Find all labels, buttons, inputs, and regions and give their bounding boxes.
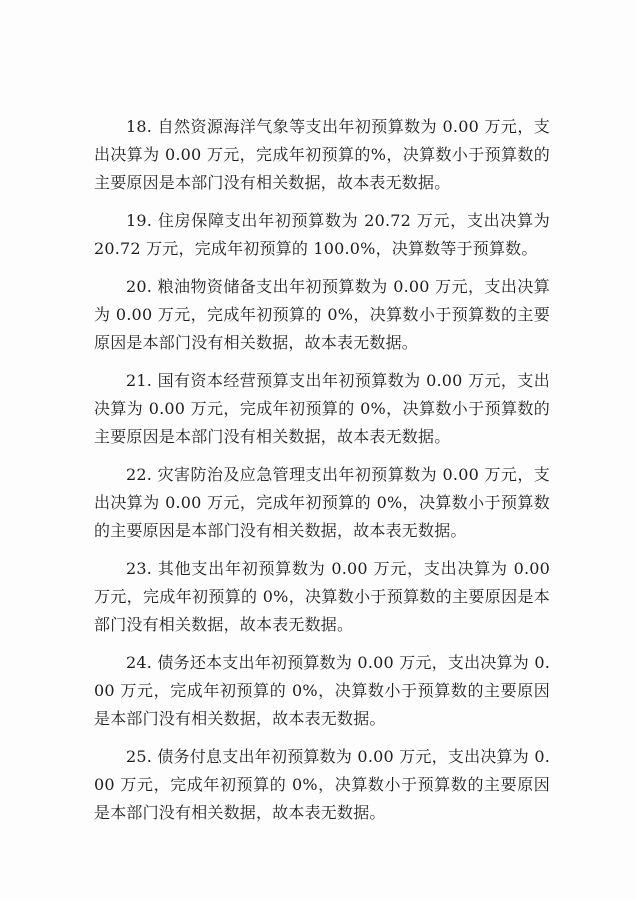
paragraph-20: 20. 粮油物资储备支出年初预算数为 0.00 万元，支出决算为 0.00 万元，完成年初预算的 0%，决算数小于预算数的主要原因是本部门没有相关数据，故本表无数据。 — [94, 277, 550, 352]
paragraph-22: 22. 灾害防治及应急管理支出年初预算数为 0.00 万元，支出决算为 0.00 万元，完成年初预算的 0%，决算数小于预算数的主要原因是本部门没有相关数据，故本表无数据。 — [94, 465, 550, 540]
paragraph-23: 23. 其他支出年初预算数为 0.00 万元，支出决算为 0.00 万元，完成年初预算的 0%，决算数小于预算数的主要原因是本部门没有相关数据，故本表无数据。 — [94, 559, 550, 634]
paragraph-24: 24. 债务还本支出年初预算数为 0.00 万元，支出决算为 0.00 万元，完成年初预算的 0%，决算数小于预算数的主要原因是本部门没有相关数据，故本表无数据。 — [94, 653, 550, 728]
paragraph-25: 25. 债务付息支出年初预算数为 0.00 万元，支出决算为 0.00 万元，完成年初预算的 0%，决算数小于预算数的主要原因是本部门没有相关数据，故本表无数据。 — [94, 747, 550, 822]
paragraph-21: 21. 国有资本经营预算支出年初预算数为 0.00 万元，支出决算为 0.00 万元，完成年初预算的 0%，决算数小于预算数的主要原因是本部门没有相关数据，故本表无数据。 — [94, 371, 550, 446]
paragraph-19: 19. 住房保障支出年初预算数为 20.72 万元，支出决算为 20.72 万元，完成年初预算的 100.0%，决算数等于预算数。 — [94, 211, 550, 258]
document-body — [94, 113, 550, 837]
paragraph-18: 18. 自然资源海洋气象等支出年初预算数为 0.00 万元，支出决算为 0.00 万元，完成年初预算的%，决算数小于预算数的主要原因是本部门没有相关数据，故本表无数据。 — [94, 117, 550, 192]
